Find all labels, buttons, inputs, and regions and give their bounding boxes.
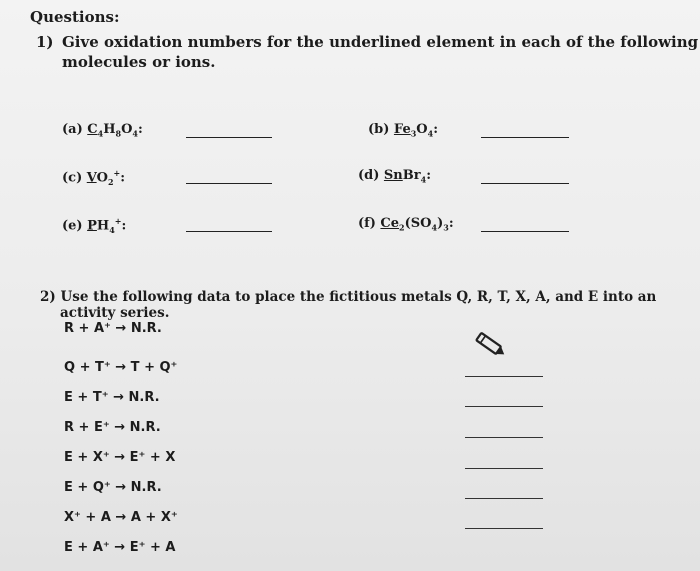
q2-text-line1: Use the following data to place the fictitious metals Q, R, T, X, A, and E into an	[60, 289, 657, 305]
underlined-element: Ce	[380, 216, 400, 231]
formula-part: H	[96, 218, 110, 234]
series-blank-6[interactable]	[465, 528, 543, 529]
formula-part: (SO	[404, 216, 432, 231]
reaction-8: E + A⁺ → E⁺ + A	[64, 540, 176, 555]
item-colon: :	[137, 122, 143, 137]
subscript: 2	[107, 176, 114, 187]
formula-part: Br	[402, 168, 421, 183]
q1-item-d	[358, 168, 431, 185]
series-blank-3[interactable]	[465, 437, 543, 438]
series-blank-1[interactable]	[465, 376, 543, 377]
q2-number: 2)	[40, 289, 56, 305]
item-label: (b)	[368, 122, 394, 137]
series-blank-2[interactable]	[465, 406, 543, 407]
answer-blank-c[interactable]	[186, 183, 272, 184]
question-1	[36, 32, 698, 72]
formula-part: H	[103, 122, 116, 137]
q1-item-f	[358, 216, 454, 233]
item-colon: :	[121, 218, 127, 234]
series-blank-5[interactable]	[465, 498, 543, 499]
subscript: 4	[420, 174, 427, 185]
q1-text-line1: Give oxidation numbers for the underlined element in each of the following	[62, 33, 699, 51]
answer-blank-a[interactable]	[186, 137, 272, 138]
page-title: Questions:	[30, 8, 120, 26]
formula-part: O	[416, 122, 428, 137]
q1-text-line2: molecules or ions.	[62, 53, 216, 71]
underlined-element: C	[87, 122, 98, 137]
answer-blank-e[interactable]	[186, 231, 272, 232]
item-label: (a)	[62, 122, 88, 137]
reaction-1: R + A⁺ → N.R.	[64, 321, 162, 336]
charge-superscript: +	[113, 168, 121, 178]
reaction-5: E + X⁺ → E⁺ + X	[64, 450, 176, 465]
item-colon: :	[426, 168, 431, 183]
reaction-2: Q + T⁺ → T + Q⁺	[64, 360, 178, 375]
item-colon: :	[433, 122, 439, 137]
underlined-element: Fe	[393, 122, 411, 137]
item-label: (f)	[358, 216, 381, 231]
underlined-element: V	[86, 170, 97, 186]
q1-item-b	[368, 122, 438, 139]
subscript: 2	[399, 222, 405, 233]
answer-blank-d[interactable]	[481, 183, 569, 184]
underlined-element: P	[87, 218, 97, 234]
q2-text-line2: activity series.	[60, 305, 170, 321]
formula-part: )	[437, 216, 444, 231]
charge-superscript: +	[114, 216, 122, 226]
q1-item-c	[62, 168, 125, 187]
subscript: 4	[97, 128, 104, 139]
question-2	[40, 289, 656, 321]
q1-number: 1)	[36, 33, 54, 51]
reaction-6: E + Q⁺ → N.R.	[64, 480, 162, 495]
item-colon: :	[120, 170, 126, 186]
item-label: (c)	[62, 170, 87, 186]
subscript: 3	[443, 222, 449, 233]
answer-blank-f[interactable]	[481, 231, 569, 232]
answer-blank-b[interactable]	[481, 137, 569, 138]
subscript: 4	[427, 128, 434, 139]
item-colon: :	[448, 216, 454, 231]
series-blank-4[interactable]	[465, 468, 543, 469]
subscript: 4	[431, 222, 438, 233]
subscript: 8	[115, 128, 122, 139]
underlined-element: Sn	[383, 168, 403, 183]
formula-part: O	[121, 122, 133, 137]
q1-item-e	[62, 216, 126, 235]
item-label: (d)	[358, 168, 384, 183]
reaction-7: X⁺ + A → A + X⁺	[64, 510, 178, 525]
reaction-3: E + T⁺ → N.R.	[64, 390, 160, 405]
item-label: (e)	[62, 218, 88, 234]
reaction-4: R + E⁺ → N.R.	[64, 420, 161, 435]
pencil-icon	[472, 330, 508, 360]
formula-part: O	[96, 170, 108, 186]
q1-item-a	[62, 122, 143, 139]
subscript: 4	[109, 224, 115, 235]
subscript: 3	[410, 128, 417, 139]
subscript: 4	[132, 128, 138, 139]
